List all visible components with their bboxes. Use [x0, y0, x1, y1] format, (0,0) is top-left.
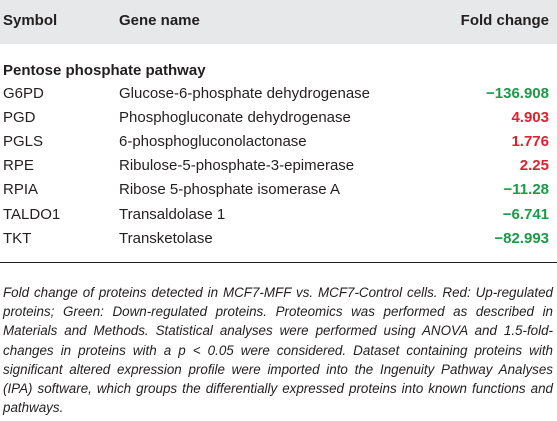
gene-name-cell: Transaldolase 1: [119, 206, 226, 223]
symbol-cell: RPIA: [3, 181, 39, 198]
table-row: [0, 154, 557, 178]
table-bottom-rule: [0, 262, 557, 263]
symbol-cell: G6PD: [3, 85, 44, 102]
table-row: [0, 203, 557, 227]
fold-change-cell: −11.28: [503, 181, 549, 198]
header-symbol: Symbol: [3, 12, 58, 29]
table-row: [0, 106, 557, 130]
fold-change-cell: 1.776: [511, 133, 549, 150]
symbol-cell: PGLS: [3, 133, 44, 150]
gene-name-cell: Ribose 5-phosphate isomerase A: [119, 181, 340, 198]
fold-change-cell: −82.993: [494, 230, 549, 247]
symbol-cell: PGD: [3, 109, 36, 126]
gene-name-cell: Phosphogluconate dehydrogenase: [119, 109, 351, 126]
table-row: [0, 130, 557, 154]
section-title: Pentose phosphate pathway: [3, 62, 206, 79]
gene-name-cell: Transketolase: [119, 230, 213, 247]
gene-name-cell: Ribulose-5-phosphate-3-epimerase: [119, 157, 355, 174]
gene-name-cell: Glucose-6-phosphate dehydrogenase: [119, 85, 371, 102]
table-header: [0, 0, 557, 44]
header-fold-change: Fold change: [460, 12, 549, 29]
table-row: [0, 82, 557, 106]
table-row: [0, 227, 557, 251]
symbol-cell: TALDO1: [3, 206, 61, 223]
fold-change-cell: −6.741: [502, 206, 549, 223]
symbol-cell: TKT: [3, 230, 32, 247]
symbol-cell: RPE: [3, 157, 34, 174]
fold-change-cell: 4.903: [511, 109, 549, 126]
table-caption: Fold change of proteins detected in MCF7-MFF vs. MCF7-Control cells. Red: Up-regulated proteins; Green: Down-regulated proteins. Proteomics was performed as described in Materials and Methods. Statistical analyses were performed using ANOVA and 1.5-fold-changes in proteins with a p < 0.05 were considered. Dataset containing proteins with significant altered expression profile were imported into the Ingenuity Pathway Analyses (IPA) software, which groups the differentially expressed proteins into known functions and pathways.: [3, 285, 553, 416]
gene-name-cell: 6-phosphogluconolactonase: [119, 133, 307, 150]
fold-change-cell: −136.908: [486, 85, 549, 102]
table-row: [0, 178, 557, 202]
header-gene-name: Gene name: [119, 12, 200, 29]
fold-change-cell: 2.25: [519, 157, 549, 174]
